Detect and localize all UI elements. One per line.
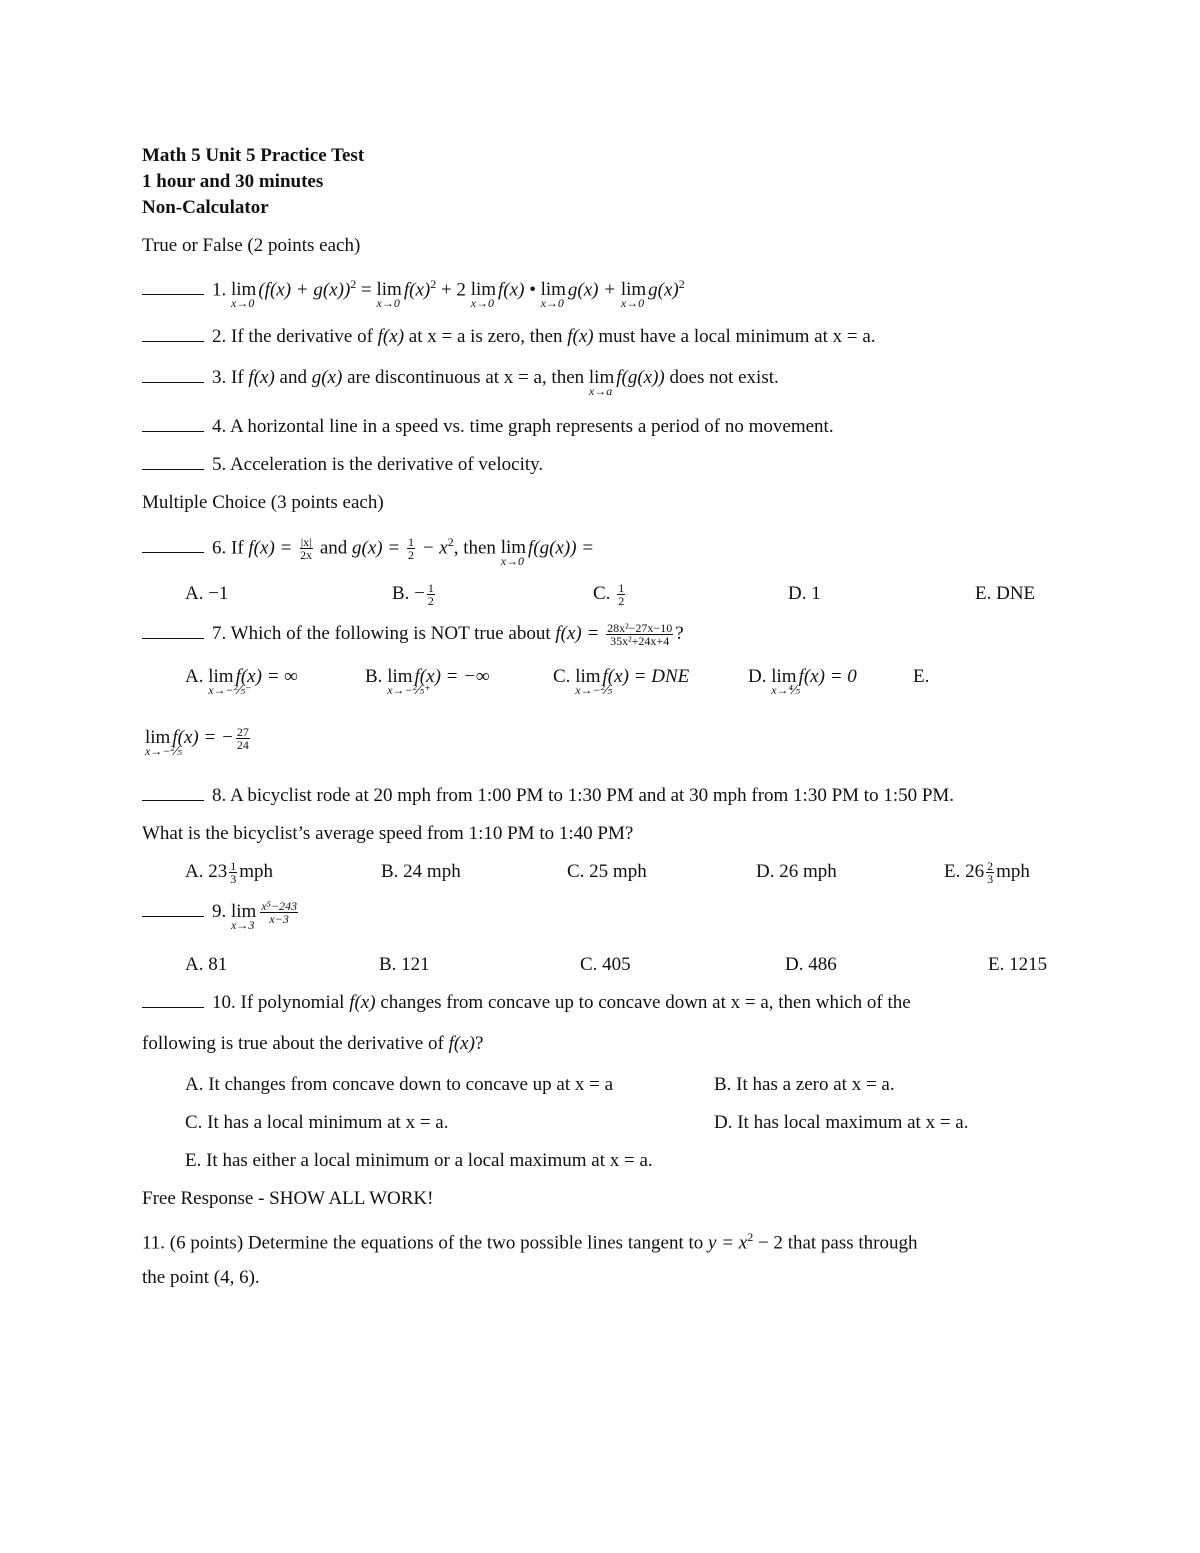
q6-option-c: C. $\frac{1}{2}$ [593,581,625,609]
q9-option-d: D. 486 [785,954,837,975]
question-2: 2. If the derivative of f(x) at x = a is zero, then f(x) must have a local minimum at x = a. [142,325,876,349]
q8-option-c: C. 25 mph [567,861,647,882]
q6-option-a: A. −1 [185,583,229,604]
q10-option-a: A. It changes from concave down to concave up at x = a [185,1074,614,1095]
answer-blank[interactable] [142,786,204,801]
question-8: 8. A bicyclist rode at 20 mph from 1:00 PM to 1:30 PM and at 30 mph from 1:30 PM to 1:50 PM. [142,784,954,808]
q10-option-c: C. It has a local minimum at x = a. [185,1112,449,1133]
question-10: 10. If polynomial f(x) changes from concave up to concave down at x = a, then which of the [142,991,911,1015]
q10-option-b: B. It has a zero at x = a. [714,1074,895,1095]
question-4: 4. A horizontal line in a speed vs. time graph represents a period of no movement. [142,415,834,439]
section-true-false: True or False (2 points each) [142,235,361,256]
test-duration: 1 hour and 30 minutes [142,171,324,192]
answer-blank[interactable] [142,993,204,1008]
question-10-line2: following is true about the derivative of f(x)? [142,1033,484,1054]
answer-blank[interactable] [142,327,204,342]
question-6: 6. If f(x) = $\frac{|x|}{2x}$ and g(x) = $\frac{1}{2}$ − $x^2$, then lim x→0 f(g(x)) = [142,530,594,561]
q6-option-b: B. − $\frac{1}{2}$ [392,581,434,609]
question-5: 5. Acceleration is the derivative of velocity. [142,453,543,477]
test-mode: Non-Calculator [142,197,269,218]
q8-option-e: E. 26 $\frac{2}{3}$ mph [944,859,1030,887]
q9-option-c: C. 405 [580,954,631,975]
question-1: 1. lim x→0 $(f(x) + g(x))^2 = \lim$ x→0 $f(x)^2 + 2$ lim x→0 f(x) • lim x→0 g(x) + lim x→0 $g(x)^2$ [142,272,685,302]
q7-option-d: D. lim x→⅘ f(x) = 0 [748,666,857,697]
q10-option-d: D. It has local maximum at x = a. [714,1112,969,1133]
q7-option-b: B. lim x→−⅖⁺ f(x) = −∞ [365,666,490,697]
q7-option-c: C. lim x→−⅖ f(x) = DNE [553,666,690,697]
q9-option-a: A. 81 [185,954,228,975]
answer-blank[interactable] [142,455,204,470]
question-7: 7. Which of the following is NOT true about f(x) = $\frac{\text{28x²−27x−10}}{\text{35x²+24x+4}}$ ? [142,622,684,647]
question-11: 11. (6 points) Determine the equations of the two possible lines tangent to $y = x^2 - 2$ that pass through [142,1230,918,1254]
test-title: Math 5 Unit 5 Practice Test [142,145,365,166]
q7-option-a: A. lim x→−⅖⁻ f(x) = ∞ [185,666,298,697]
q7-option-e: lim x→−⅖ f(x) = − $\frac{27}{24}$ [145,725,249,758]
q6-option-d: D. 1 [788,583,821,604]
q8-option-b: B. 24 mph [381,861,461,882]
section-multiple-choice: Multiple Choice (3 points each) [142,492,384,513]
q7-option-e-label: E. [913,666,930,687]
answer-blank[interactable] [142,280,204,295]
answer-blank[interactable] [142,902,204,917]
question-11-line2: the point (4, 6). [142,1267,260,1288]
q9-option-b: B. 121 [379,954,430,975]
question-3: 3. If f(x) and g(x) are discontinuous at x = a, then lim x→a f(g(x)) does not exist. [142,366,779,390]
q9-option-e: E. 1215 [988,954,1048,975]
q10-option-e: E. It has either a local minimum or a local maximum at x = a. [185,1150,653,1171]
section-free-response: Free Response - SHOW ALL WORK! [142,1188,434,1209]
answer-blank[interactable] [142,417,204,432]
question-9: 9. lim x→3 $\frac{\text{x⁵−243}}{x-3}$ [142,900,300,925]
q8-option-d: D. 26 mph [756,861,837,882]
answer-blank[interactable] [142,368,204,383]
question-8-line2: What is the bicyclist’s average speed from 1:10 PM to 1:40 PM? [142,823,634,844]
q6-option-e: E. DNE [975,583,1036,604]
answer-blank[interactable] [142,624,204,639]
answer-blank[interactable] [142,538,204,553]
q8-option-a: A. 23 $\frac{1}{3}$ mph [185,859,274,887]
